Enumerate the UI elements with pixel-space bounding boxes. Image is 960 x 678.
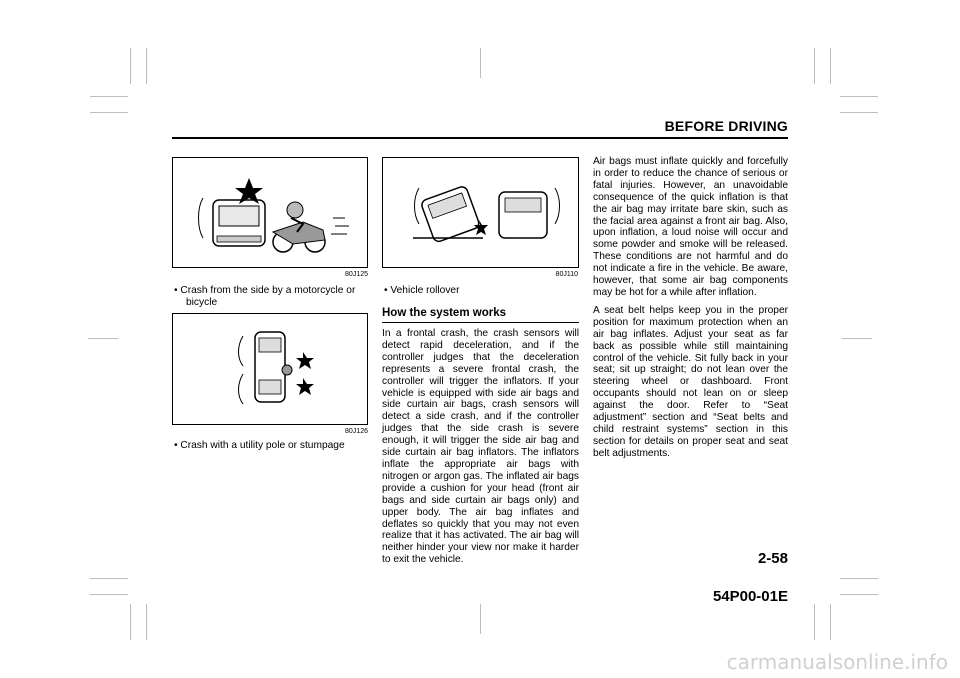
figure-pole-crash	[172, 313, 368, 425]
figure-motorcycle-crash	[172, 157, 368, 268]
watermark: carmanualsonline.info	[726, 650, 948, 674]
document-id: 54P00-01E	[712, 588, 788, 605]
rollover-illustration	[383, 158, 578, 267]
section-header: BEFORE DRIVING	[664, 118, 788, 134]
bullet-motorcycle: • Crash from the side by a motorcycle or bicycle	[174, 285, 356, 308]
right-column	[593, 156, 788, 466]
pole-crash-illustration	[173, 314, 367, 424]
figure-code: 80J125	[345, 271, 368, 278]
section-body	[382, 328, 579, 572]
motorcycle-crash-illustration	[173, 158, 367, 267]
body-paragraph: A seat belt helps keep you in the proper position for maximum protection when an air bag inflates. Adjust your seat as far back as possible while still maintaining control of the vehicle. Sit fully back in your seat; sit up straight; do not lean over the steering wheel or dashboard. Front occupants should not lean on or sleep against the door. Refer to “Seat adjustment” section and “Seat belts and child restraint systems” section in this section for details on proper seat and seat belt adjustments.	[593, 304, 788, 459]
figure-rollover	[382, 157, 579, 268]
header-rule	[172, 137, 788, 139]
bullet-pole: • Crash with a utility pole or stumpage	[174, 440, 345, 451]
page-number: 2-58	[757, 550, 788, 567]
figure-code: 80J110	[555, 271, 578, 278]
body-paragraph: Air bags must inflate quickly and forcefully in order to reduce the chance of serious or fatal injuries. However, an unavoidable consequence of the quick inflation is that the air bag may irritate bare skin, such as the facial area against a front air bag. Also, upon inflation, a loud noise will occur and some powder and smoke will be released. These conditions are not harmful and do not indicate a fire in the vehicle. Be aware, however, that some air bag components may be hot for a while after inflation.	[593, 156, 788, 298]
section-title: How the system works	[382, 307, 579, 323]
figure-code: 80J126	[345, 428, 368, 435]
body-paragraph: In a frontal crash, the crash sensors will detect rapid deceleration, and if the controller judges that the deceleration represents a severe frontal crash, the controller will trigger the inflators. If your vehicle is equipped with side air bags and side curtain air bags, crash sensors will detect a side crash, and if the controller judges that the side crash is severe enough, it will trigger the side air bag and side curtain air bag inflators. The inflators inflate the appropriate air bags with nitrogen or argon gas. The inflated air bags provide a cushion for your head (front air bags and side curtain air bags only) and upper body. The air bag inflates and deflates so quickly that you may not even realize that it has activated. The air bag will neither hinder your view nor make it harder to exit the vehicle.	[382, 328, 579, 566]
bullet-rollover: • Vehicle rollover	[384, 285, 460, 296]
